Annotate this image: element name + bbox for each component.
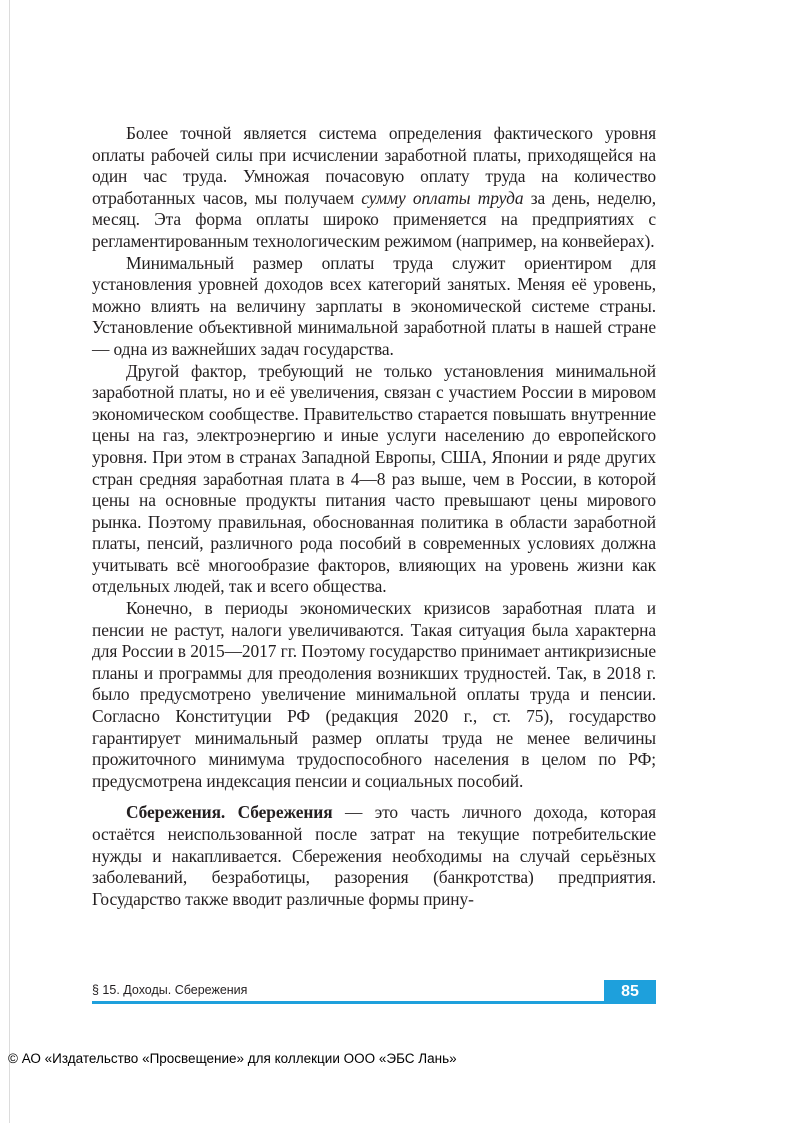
paragraph-world-economy: Другой фактор, требующий не только установления минимальной заработной платы, но и её увеличения, связан с участием России в мировом экономическом сообществе. Правительство старается повышать внутренние цены на газ, электроэнергию и иные услуги населению до европейского уровня. При этом в странах Западной Европы, США, Японии и ряде других стран средняя заработная плата в 4—8 раз выше, чем в России, в которой цены на основные продукты питания часто превышают цены мирового рынка. Поэтому правильная, обоснованная политика в области заработной платы, пенсий, различного рода пособий в современных условиях должна учитывать всё многообразие факторов, влияющих на уровень жизни как отдельных людей, так и всего общества.	[92, 360, 656, 597]
paragraph-text: за день, неделю, месяц. Эта форма оплаты широко применяется на предприятиях с регламентированным технологическим режимом (например, на конвейерах).	[92, 187, 656, 251]
page-number: 85	[604, 980, 656, 1004]
paragraph-text: — это часть личного дохода, которая остаётся неиспользованной после затрат на текущие потребительские нужды и накапливается. Сбережения необходимы на случай серьёзных заболеваний, безработицы, разорения (банкротства) предприятия. Государство также вводит различные формы прину-	[92, 802, 656, 909]
paragraph-savings	[92, 802, 656, 910]
paragraph-crisis: Конечно, в периоды экономических кризисов заработная плата и пенсии не растут, налоги увеличиваются. Такая ситуация была характерна для России в 2015—2017 гг. Поэтому государство принимает антикризисные планы и программы для преодоления возникших трудностей. Так, в 2018 г. было предусмотрено увеличение минимальной оплаты труда и пенсии. Согласно Конституции РФ (редакция 2020 г., ст. 75), государство гарантирует минимальный размер оплаты труда не менее величины прожиточного минимума трудоспособного населения в целом по РФ; предусмотрена индексация пенсии и социальных пособий.	[92, 598, 656, 791]
bold-heading: Сбережения. Сбережения	[126, 802, 333, 823]
section-label: § 15. Доходы. Сбережения	[92, 983, 248, 997]
copyright-notice: © АО «Издательство «Просвещение» для коллекции ООО «ЭБС Лань»	[8, 1051, 457, 1066]
page-footer	[92, 980, 656, 1004]
footer-rule	[92, 1001, 656, 1004]
paragraph-hourly-pay	[92, 123, 656, 253]
paragraph-minimum-wage: Минимальный размер оплаты труда служит ориентиром для установления уровней доходов всех категорий занятых. Меняя её уровень, можно влиять на величину зарплаты в экономической системе страны. Установление объективной минимальной заработной платы в нашей стране — одна из важнейших задач государства.	[92, 252, 656, 359]
page-body	[92, 123, 656, 910]
paragraph-text: Более точной является система определения фактического уровня оплаты рабочей силы при исчислении заработной платы, приходящейся на один час труда. Умножая почасовую оплату труда на количество отработанных часов, мы получаем	[92, 123, 656, 208]
italic-term: сумму оплаты труда	[361, 187, 524, 208]
